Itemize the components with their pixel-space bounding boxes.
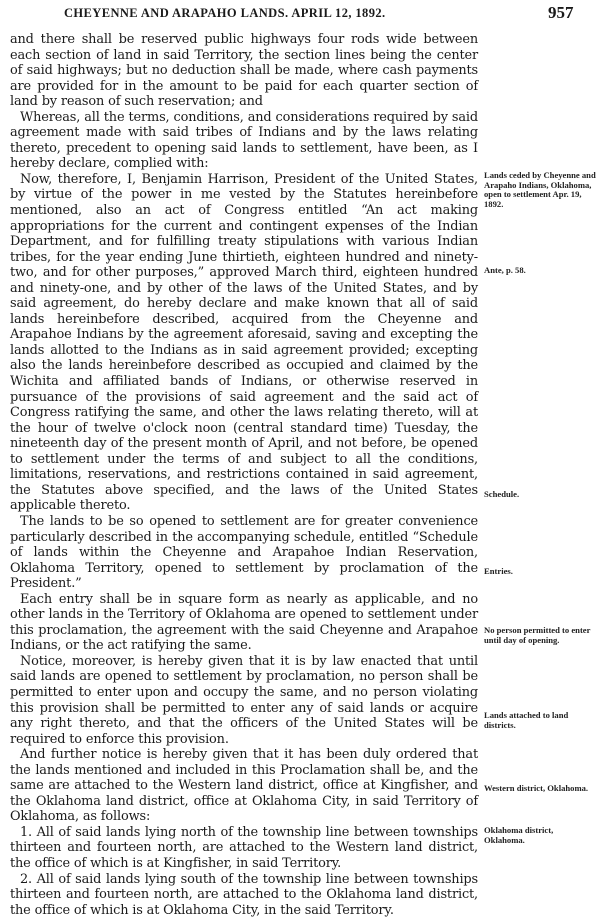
paragraph-schedule: The lands to be so opened to settlement are for greater convenience particularly described in the accompanying schedule, entitled “Schedule of lands within the Cheyenne and Arapahoe Indian Reservation, Oklahoma Territory, opened to settlement by proclamation of the President.” [10, 513, 478, 592]
page-number: 957 [548, 3, 574, 22]
body-text [10, 32, 478, 918]
paragraph-whereas: Whereas, all the terms, conditions, and considerations required by said agreement made with said tribes of Indians and by the laws relating thereto, precedent to opening said lands to settlement, have been, as I hereby declare, complied with: [10, 109, 478, 172]
margin-note-oklahoma-district: Oklahoma district, Oklahoma. [484, 825, 554, 845]
margin-note-ante: Ante, p. 58. [484, 265, 526, 275]
margin-note-no-person: No person permitted to enter until day of opening. [484, 625, 591, 645]
margin-note-schedule: Schedule. [484, 489, 520, 499]
margin-note-land-districts: Lands attached to land districts. [484, 710, 569, 730]
page-header [0, 3, 600, 25]
running-title: CHEYENNE AND ARAPAHO LANDS. APRIL 12, 1892. [64, 6, 386, 20]
paragraph-notice: Notice, moreover, is hereby given that it is by law enacted that until said lands are opened to settlement by proclamation, no person shall be permitted to enter upon and occupy the same, and no person violating this provision shall be permitted to enter any of said lands or acquire any right thereto, and that the officers of the United States will be required to enforce this provision. [10, 653, 478, 747]
paragraph-land-districts: And further notice is hereby given that it has been duly ordered that the lands mentioned and included in this Proclamation shall be, and the same are attached to the Western land district, office at Kingfisher, and the Oklahoma land district, office at Oklahoma City, in said Territory of Oklahoma, as follows: [10, 747, 478, 825]
paragraph-reserved-highways: and there shall be reserved public highways four rods wide between each section of land in said Territory, the section lines being the center of said highways; but no deduction shall be made, where cash payments are provided for in the amount to be paid for each quarter section of land by reason of such reservation; and [10, 32, 478, 110]
margin-note-entries: Entries. [484, 566, 513, 576]
paragraph-proclamation: Now, therefore, I, Benjamin Harrison, President of the United States, by virtue of the power in me vested by the Statutes hereinbefore mentioned, also an act of Congress entitled “An act making appropriations for the current and contingent expenses of the Indian Department, and for fulfilling treaty stipulations with various Indian tribes, for the year ending June thirtieth, eighteen hundred and ninety-two, and for other purposes,” approved March third, eighteen hundred and ninety-one, and by other of the laws of the United States, and by said agreement, do hereby declare and make known that all of said lands hereinbefore described, acquired from the Cheyenne and Arapahoe Indians by the agreement aforesaid, saving and excepting the lands allotted to the Indians as in said agreement provided; excepting also the lands hereinbefore described as occupied and claimed by the Wichita and affiliated bands of Indians, or otherwise reserved in pursuance of the provisions of said agreement and the said act of Congress ratifying the same, and other the laws relating thereto, will at the hour of twelve o'clock noon (central standard time) Tuesday, the nineteenth day of the present month of April, and not before, be opened to settlement under the terms of and subject to all the conditions, limitations, reservations, and restrictions contained in said agreement, the Statutes above specified, and the laws of the United States applicable thereto. [10, 171, 478, 514]
paragraph-entries: Each entry shall be in square form as nearly as applicable, and no other lands in the Territory of Oklahoma are opened to settlement under this proclamation, the agreement with the said Cheyenne and Arapahoe Indians, or the act ratifying the same. [10, 591, 478, 654]
margin-note-lands-ceded: Lands ceded by Cheyenne and Arapaho Indians, Oklahoma, open to settlement Apr. 19, 1892. [484, 170, 596, 209]
paragraph-oklahoma-district: 2. All of said lands lying south of the township line between townships thirteen and fourteen north, are attached to the Oklahoma land district, the office of which is at Oklahoma City, in the said Territory. [10, 871, 478, 918]
paragraph-western-district: 1. All of said lands lying north of the township line between townships thirteen and fourteen north, are attached to the Western land district, the office of which is at Kingfisher, in said Territory. [10, 824, 478, 871]
margin-note-western-district: Western district, Oklahoma. [484, 783, 589, 793]
